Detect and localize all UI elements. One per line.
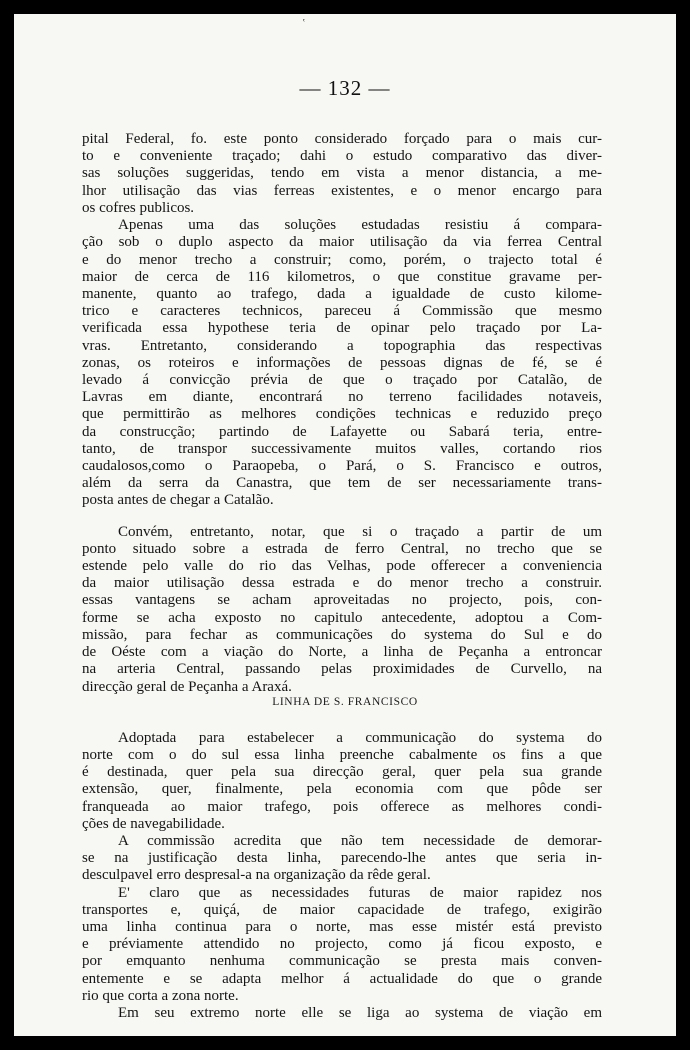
text-line: missão, para fechar as communicações do systema do Sul e do (82, 626, 602, 643)
document-page (14, 14, 676, 1036)
text-line: essas vantagens se acham aproveitadas no projecto, pois, con- (82, 592, 602, 609)
text-line: extensão, quer, finalmente, pela economia com que pôde ser (82, 781, 602, 798)
text-line: posta antes de chegar a Catalão. (82, 492, 274, 509)
text-line: estende pelo valle do rio das Velhas, pode offerecer a conveniencia (82, 558, 602, 574)
text-line: A commissão acredita que não tem necessidade de demorar- (118, 832, 602, 849)
text-line: rio que corta a zona norte. (82, 987, 239, 1004)
text-line: e do menor trecho a construir; como, porém, o trajecto total é (82, 251, 602, 268)
text-line: Adoptada para estabelecer a communicação do systema do (118, 729, 602, 746)
text-line: Convém, entretanto, notar, que si o traçado a partir de um (118, 523, 602, 540)
text-line: to e conveniente traçado; dahi o estudo comparativo das diver- (82, 148, 602, 165)
text-line: trico e caracteres technicos, pareceu á Commissão que mesmo (82, 303, 602, 320)
text-line: Lavras em diante, encontrará no terreno facilidades notaveis, (82, 389, 602, 406)
text-line: zonas, os roteiros e informações de pessoas dignas de fé, se é (82, 354, 602, 371)
text-line: lhor utilisação das vias ferreas existentes, e o menor encargo para (82, 182, 602, 199)
text-line: e préviamente attendido no projecto, como já ficou exposto, e (82, 936, 602, 953)
text-line: tanto, de transpor successivamente muitos valles, cortando rios (82, 440, 602, 457)
text-line: manente, quanto ao trafego, dada a igualdade de custo kilome- (82, 285, 602, 302)
text-line: Em seu extremo norte elle se liga ao systema de viação em (118, 1005, 602, 1021)
text-line: entemente e se adapta melhor á actualidade do que o grande (82, 970, 602, 987)
text-line: de Oéste com a viação do Norte, a linha de Peçanha a entroncar (82, 644, 602, 660)
text-line: desculpavel erro despresal-a na organização da rêde geral. (82, 867, 431, 884)
text-line: que permittirão as melhores condições technicas e reduzido preço (82, 406, 602, 423)
text-line: pital Federal, fo. este ponto considerado forçado para o mais cur- (82, 131, 602, 147)
text-line: por emquanto nenhuma communicação se presta mais conven- (82, 953, 602, 970)
text-line: caudalosos,como o Paraopeba, o Pará, o S. Francisco e outros, (82, 458, 602, 474)
text-line: é destinada, quer pela sua direcção geral, quer pela sua grande (82, 764, 602, 781)
text-line: E' claro que as necessidades futuras de maior rapidez nos (118, 884, 602, 901)
text-line: norte com o do sul essa linha preenche cabalmente os fins a que (82, 746, 602, 763)
page-number: — 132 — (299, 76, 391, 100)
corner-mark: ʽ (302, 17, 306, 29)
text-line: levado á convicção prévia de que o traçado por Catalão, de (82, 371, 602, 388)
text-line: na arteria Central, passando pelas proximidades de Curvello, na (82, 661, 602, 678)
text-line: uma linha continua para o norte, mas esse mistér está previsto (82, 919, 602, 935)
text-line: os cofres publicos. (82, 199, 195, 216)
text-line: ção sob o duplo aspecto da maior utilisação da via ferrea Central (82, 234, 602, 251)
text-line: ponto situado sobre a estrada de ferro Central, no trecho que se (82, 540, 602, 557)
text-line: verificada essa hypothese teria de opinar pelo traçado por La- (82, 320, 602, 337)
text-line: além da serra da Canastra, que tem de ser necessariamente trans- (82, 475, 602, 492)
text-line: da construcção; partindo de Lafayette ou Sabará teria, entre- (82, 423, 602, 440)
section-heading: LINHA DE S. FRANCISCO (272, 695, 418, 708)
text-line: direcção geral de Peçanha a Araxá. (82, 678, 292, 695)
text-line: da maior utilisação dessa estrada e do menor trecho a construir. (82, 575, 602, 592)
text-line: franqueada ao maior trafego, pois offerece as melhores condi- (82, 798, 602, 815)
text-line: vras. Entretanto, considerando a topographia das respectivas (82, 337, 602, 354)
text-line: se na justificação desta linha, parecendo-lhe antes que seria in- (82, 850, 602, 867)
text-line: forme se acha exposto no capitulo antecedente, adoptou a Com- (82, 609, 602, 626)
text-line: Apenas uma das soluções estudadas resistiu á compara- (118, 217, 602, 233)
text-line: ções de navegabilidade. (82, 815, 225, 832)
text-line: transportes e, quiçá, de maior capacidade de trafego, exigirão (82, 901, 602, 918)
text-line: maior de cerca de 116 kilometros, o que constitue gravame per- (82, 268, 602, 285)
text-line: sas soluções suggeridas, tendo em vista a menor distancia, a me- (82, 165, 602, 182)
